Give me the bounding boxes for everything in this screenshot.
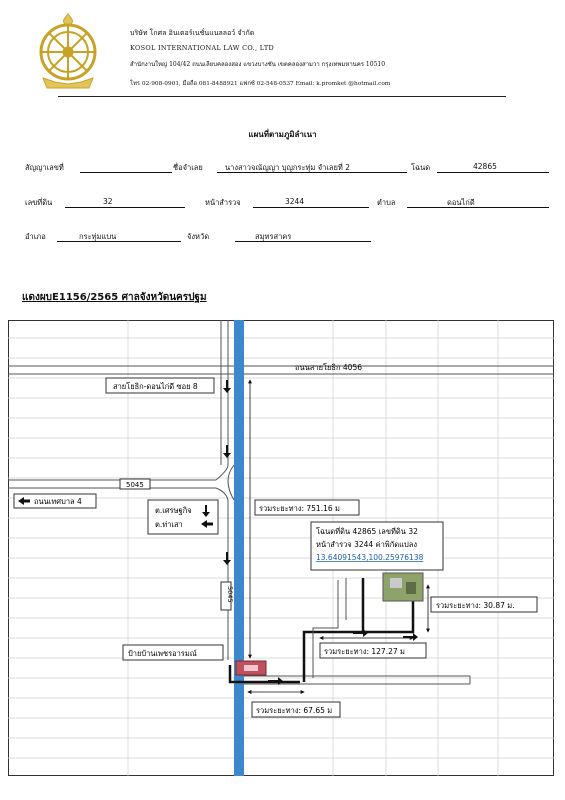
deed-info-line-1: โฉนดที่ดิน 42865 เลขที่ดิน 32 xyxy=(316,527,418,536)
sign-label: ป้ายบ้านเพชรอารมณ์ xyxy=(128,649,197,658)
subdistrict-value: ดอนไก่ดี xyxy=(447,198,475,207)
place-line-1: ต.เศรษฐกิจ xyxy=(155,506,192,515)
land-photo xyxy=(383,573,423,601)
district-value: กระทุ่มแบน xyxy=(79,232,117,241)
company-name-english: KOSOL INTERNATIONAL LAW CO., LTD xyxy=(130,44,274,52)
road-left-number-box xyxy=(120,479,150,489)
main-road-blue xyxy=(234,320,244,776)
subdistrict-value-line xyxy=(407,197,549,208)
case-title: แดงผบE1156/2565 ศาลจังหวัดนครปฐม xyxy=(22,292,207,303)
road-top-label: ถนนสายโยธิก 4056 xyxy=(295,363,362,372)
field-row-1 xyxy=(25,162,550,176)
company-name-thai: บริษัท โกศล อินเตอร์เนชั่นแนลลอว์ จำกัด xyxy=(130,29,255,37)
land-no-value: 32 xyxy=(103,197,113,206)
debtor-value-line xyxy=(217,162,407,173)
document-title: แผนที่ตามภูมิลำเนา xyxy=(248,130,317,139)
land-no-value-line xyxy=(65,197,185,208)
soi-label-box xyxy=(106,378,214,393)
sign-label-box xyxy=(123,645,223,660)
road-vertical-number: 5045 xyxy=(226,586,234,603)
dist-main-box xyxy=(255,500,359,515)
deed-value: 42865 xyxy=(473,162,497,171)
road-left-number: 5045 xyxy=(126,481,144,489)
company-contact: โทร 02-908-0901, มือถือ 081-8488921 แฟกซ์ 02-548-0537 Email: k.promket @hotmail.com xyxy=(130,81,391,87)
land-no-label: เลขที่ดิน xyxy=(25,198,53,207)
road-left-name: ถนนเทศบาล 4 xyxy=(34,497,82,506)
deed-info-box xyxy=(311,522,443,570)
place-line-2: ต.ท่าเสา xyxy=(155,520,183,529)
dist-bottom: รวมระยะทาง: 67.65 ม xyxy=(256,706,333,715)
dist-mid: รวมระยะทาง: 127.27 ม xyxy=(324,647,405,656)
province-label: จังหวัด xyxy=(187,232,210,241)
sign-marker-icon xyxy=(236,661,266,675)
survey-label: หน้าสำรวจ xyxy=(205,198,241,207)
contract-value-line xyxy=(80,162,172,173)
header-divider xyxy=(58,96,506,97)
dist-right-box xyxy=(431,597,537,612)
deed-info-line-2: หน้าสำรวจ 3244 ค่าพิกัดแปลง xyxy=(316,540,417,549)
company-logo-wheel-icon xyxy=(33,12,103,90)
province-value: สมุทรสาคร xyxy=(255,232,292,241)
place-box xyxy=(148,500,218,534)
survey-value-line xyxy=(253,197,369,208)
survey-value: 3244 xyxy=(285,197,305,206)
deed-value-line xyxy=(437,162,549,173)
province-value-line xyxy=(235,231,371,242)
deed-label: โฉนด xyxy=(411,163,431,172)
soi-label: สายโยธิก-ดอนไก่ดี ซอย 8 xyxy=(113,382,198,391)
company-address: สำนักงานใหญ่ 104/42 ถนนเลียบคลองสอง แขวงบางชัน เขตคลองสามวา กรุงเทพมหานคร 10510 xyxy=(130,61,386,68)
dist-bottom-box xyxy=(252,702,340,717)
district-value-line xyxy=(57,231,181,242)
dist-right: รวมระยะทาง: 30.87 ม. xyxy=(436,601,515,610)
subdistrict-label: ตำบล xyxy=(377,198,396,207)
location-map xyxy=(8,320,554,776)
dist-main: รวมระยะทาง: 751.16 ม xyxy=(259,504,340,513)
dist-mid-box xyxy=(320,643,426,658)
field-row-3 xyxy=(25,231,550,245)
debtor-label: ชื่อจำเลย xyxy=(173,163,203,172)
district-label: อำเภอ xyxy=(25,232,46,241)
debtor-value: นางสาวจณัญญา บุญกระทุ่ม จำเลยที่ 2 xyxy=(225,163,351,172)
field-row-2 xyxy=(25,197,550,211)
contract-label: สัญญาเลขที่ xyxy=(25,163,64,172)
coordinates-link[interactable]: 13.64091543,100.25976138 xyxy=(316,553,424,562)
road-left-name-box xyxy=(14,494,96,508)
